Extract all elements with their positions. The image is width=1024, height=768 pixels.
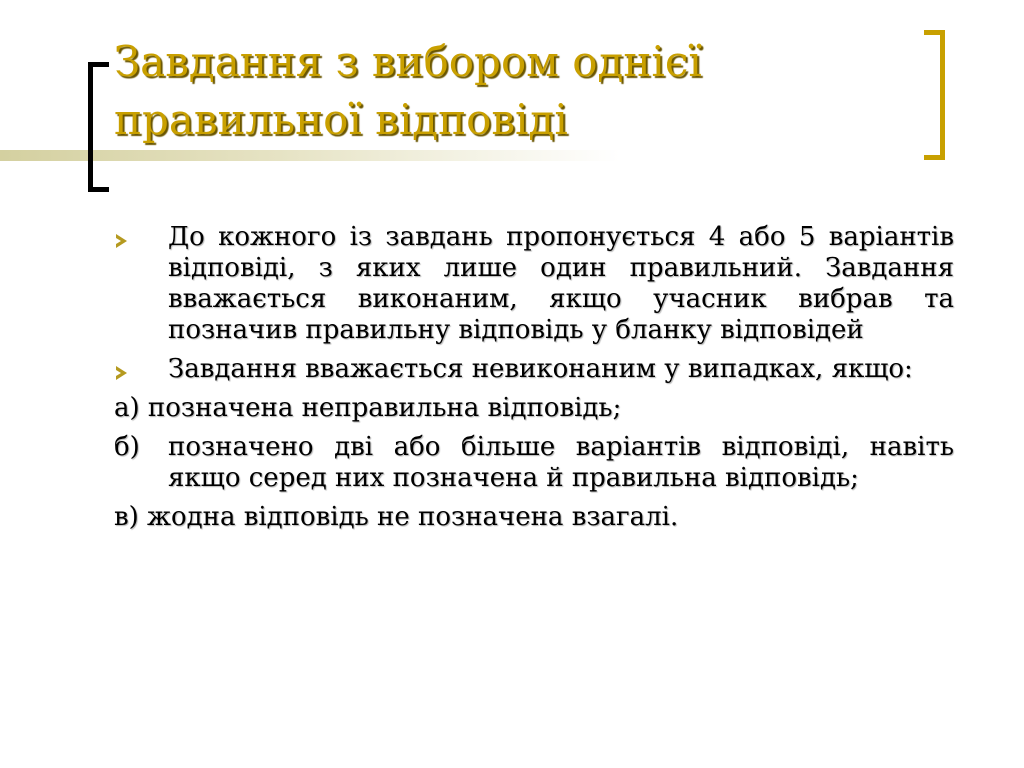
slide-title-line-2: правильної відповіді — [114, 95, 568, 144]
left-bracket-decoration — [88, 62, 109, 192]
case-marker: а) — [114, 393, 140, 423]
bullet-item — [114, 222, 954, 346]
case-marker: б) — [114, 432, 140, 462]
bullet-text: Завдання вважається невиконаним у випадках, якщо: — [168, 354, 913, 384]
case-text: позначено дві або більше варіантів відповіді, навіть якщо серед них позначена й правильна відповідь; — [168, 432, 954, 493]
slide-title-line-1: Завдання з вибором однієї — [114, 37, 702, 86]
case-text: позначена неправильна відповідь; — [147, 393, 622, 423]
case-text: жодна відповідь не позначена взагалі. — [147, 502, 679, 532]
arrow-bullet-icon — [116, 366, 127, 380]
right-bracket-decoration — [924, 30, 945, 160]
case-item — [114, 432, 954, 494]
case-item — [114, 502, 954, 533]
bullet-item — [114, 354, 954, 385]
arrow-bullet-icon — [116, 234, 127, 248]
slide-title — [114, 33, 914, 149]
slide-body — [114, 222, 954, 541]
case-item — [114, 393, 954, 424]
bullet-text: До кожного із завдань пропонується 4 або 5 варіантів відповіді, з яких лише один правильний. Завдання вважається виконаним, якщо учасник вибрав та позначив правильну відповідь у бланку відповідей — [168, 222, 954, 345]
case-marker: в) — [114, 502, 139, 532]
